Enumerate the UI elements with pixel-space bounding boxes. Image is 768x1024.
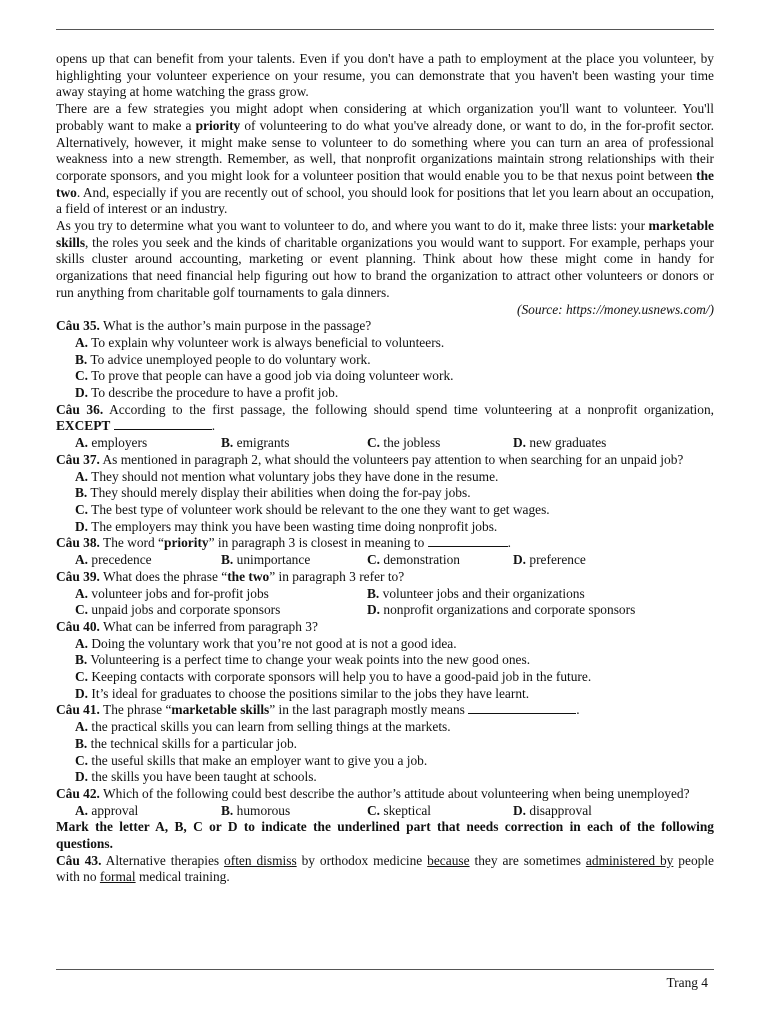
question-42-option-b: B. humorous bbox=[221, 802, 291, 818]
question-42-options bbox=[75, 803, 714, 820]
question-41: Câu 41. The phrase “marketable skills” in the last paragraph mostly means . bbox=[56, 702, 580, 718]
question-39-option-a: A. volunteer jobs and for-profit jobs bbox=[75, 585, 269, 601]
question-36-option-d: D. new graduates bbox=[513, 435, 607, 451]
header-rule bbox=[56, 29, 714, 30]
passage-paragraph-1-tail: opens up that can benefit from your talents. Even if you don't have a path to employment at the place you volunteer, by highlighting your volunteer experience on your resume, you can demonstrate that you haven't been wasting your time away staying at home watching the grass grow. bbox=[56, 51, 714, 100]
question-41-option-b: B. the technical skills for a particular job. bbox=[75, 735, 298, 751]
question-41-option-c: C. the useful skills that make an employer want to give you a job. bbox=[75, 752, 428, 768]
question-39-options-cd bbox=[75, 602, 714, 619]
answer-blank bbox=[114, 418, 212, 430]
question-36: Câu 36. According to the first passage, the following should spend time volunteering at a nonprofit organization, EXCEPT . bbox=[56, 401, 715, 434]
question-35-option-d: D. To describe the procedure to have a profit job. bbox=[75, 385, 339, 401]
underlined-part-c: administered by bbox=[585, 852, 674, 868]
question-40-option-a: A. Doing the voluntary work that you’re not good at is not a good idea. bbox=[75, 635, 457, 651]
question-42: Câu 42. Which of the following could best describe the author’s attitude about volunteering when being unemployed? bbox=[56, 785, 690, 801]
highlight-marketable-skills: marketable skills bbox=[56, 218, 714, 250]
question-37-option-b: B. They should merely display their abilities when doing the for-pay jobs. bbox=[75, 485, 471, 501]
question-36-options bbox=[75, 435, 714, 452]
underlined-part-d: formal bbox=[99, 869, 136, 885]
question-35-option-b: B. To advice unemployed people to do voluntary work. bbox=[75, 351, 371, 367]
question-35-option-a: A. To explain why volunteer work is always beneficial to volunteers. bbox=[75, 334, 445, 350]
question-40-option-c: C. Keeping contacts with corporate sponsors will help you to have a good-paid job in the future. bbox=[75, 669, 592, 685]
question-38-option-d: D. preference bbox=[513, 552, 586, 568]
document-body bbox=[56, 51, 714, 886]
question-36-option-b: B. emigrants bbox=[221, 435, 290, 451]
question-39-option-c: C. unpaid jobs and corporate sponsors bbox=[75, 602, 281, 618]
question-40-option-b: B. Volunteering is a perfect time to change your weak points into the new good ones. bbox=[75, 652, 531, 668]
question-40: Câu 40. What can be inferred from paragraph 3? bbox=[56, 618, 318, 634]
question-38-option-b: B. unimportance bbox=[221, 552, 311, 568]
section-instruction: Mark the letter A, B, C or D to indicate the underlined part that needs correction in each of the following questions. bbox=[56, 819, 714, 852]
question-41-option-d: D. the skills you have been taught at schools. bbox=[75, 769, 317, 785]
question-40-option-d: D. It’s ideal for graduates to choose the positions similar to the jobs they have learnt. bbox=[75, 685, 530, 701]
highlight-the-two: the two bbox=[56, 167, 714, 200]
question-38-option-c: C. demonstration bbox=[367, 552, 461, 568]
page-number: Trang 4 bbox=[666, 975, 708, 990]
answer-blank bbox=[428, 535, 508, 547]
highlight-priority: priority bbox=[195, 117, 241, 133]
question-36-option-c: C. the jobless bbox=[367, 435, 441, 451]
question-35: Câu 35. What is the author’s main purpose in the passage? bbox=[56, 318, 372, 334]
question-37-option-c: C. The best type of volunteer work should be relevant to the one they want to get wages. bbox=[75, 501, 550, 517]
underlined-part-b: because bbox=[427, 852, 470, 868]
question-42-option-d: D. disapproval bbox=[513, 802, 592, 818]
question-42-option-c: C. skeptical bbox=[367, 802, 431, 818]
question-39-options-ab bbox=[75, 586, 714, 603]
underlined-part-a: often dismiss bbox=[224, 852, 297, 868]
question-39: Câu 39. What does the phrase “the two” in paragraph 3 refer to? bbox=[56, 568, 405, 584]
footer-rule bbox=[56, 969, 714, 970]
question-39-option-d: D. nonprofit organizations and corporate sponsors bbox=[367, 602, 636, 618]
question-37: Câu 37. As mentioned in paragraph 2, what should the volunteers pay attention to when searching for an unpaid job? bbox=[56, 451, 684, 467]
question-37-option-d: D. The employers may think you have been wasting time doing nonprofit jobs. bbox=[75, 518, 498, 534]
question-38-options bbox=[75, 552, 714, 569]
question-37-option-a: A. They should not mention what voluntary jobs they have done in the resume. bbox=[75, 468, 499, 484]
question-42-option-a: A. approval bbox=[75, 802, 139, 818]
question-36-option-a: A. employers bbox=[75, 435, 148, 451]
passage-source: (Source: https://money.usnews.com/) bbox=[517, 301, 714, 317]
question-35-option-c: C. To prove that people can have a good job via doing volunteer work. bbox=[75, 368, 454, 384]
passage-paragraph-3: As you try to determine what you want to volunteer to do, and where you want to do it, make three lists: your marketable skills, the roles you seek and the kinds of charitable organizations you would want to support. For example, perhaps your skills cluster around accounting, marketing or event planning. Think about how these might come in handy for organizations that need financial help figuring out how to brand the organization to attract other volunteers or donors or run anything from charitable golf tournaments to gala dinners. bbox=[56, 218, 714, 300]
question-38-option-a: A. precedence bbox=[75, 552, 152, 568]
passage-paragraph-2: There are a few strategies you might adopt when considering at which organization you'll want to volunteer. You'll probably want to make a priority of volunteering to do what you've already done, or want to do, in the for-profit sector. Alternatively, however, it might make sense to volunteer to do something where you can turn an area of professional weakness into a new strength. Remember, as well, that nonprofit organizations maintain strong relationships with their corporate sponsors, and you might look for a volunteer position that would enable you to be that nexus point between the two. And, especially if you are recently out of school, you should look for positions that let you learn about an occupation, a field of interest or an industry. bbox=[56, 101, 714, 217]
question-39-option-b: B. volunteer jobs and their organizations bbox=[367, 585, 585, 601]
question-43: Câu 43. Alternative therapies often dismiss by orthodox medicine because they are sometimes administered by people with no formal medical training. bbox=[56, 852, 715, 885]
question-38: Câu 38. The word “priority” in paragraph 3 is closest in meaning to . bbox=[56, 535, 512, 551]
question-41-option-a: A. the practical skills you can learn from selling things at the markets. bbox=[75, 719, 451, 735]
answer-blank bbox=[468, 702, 576, 714]
